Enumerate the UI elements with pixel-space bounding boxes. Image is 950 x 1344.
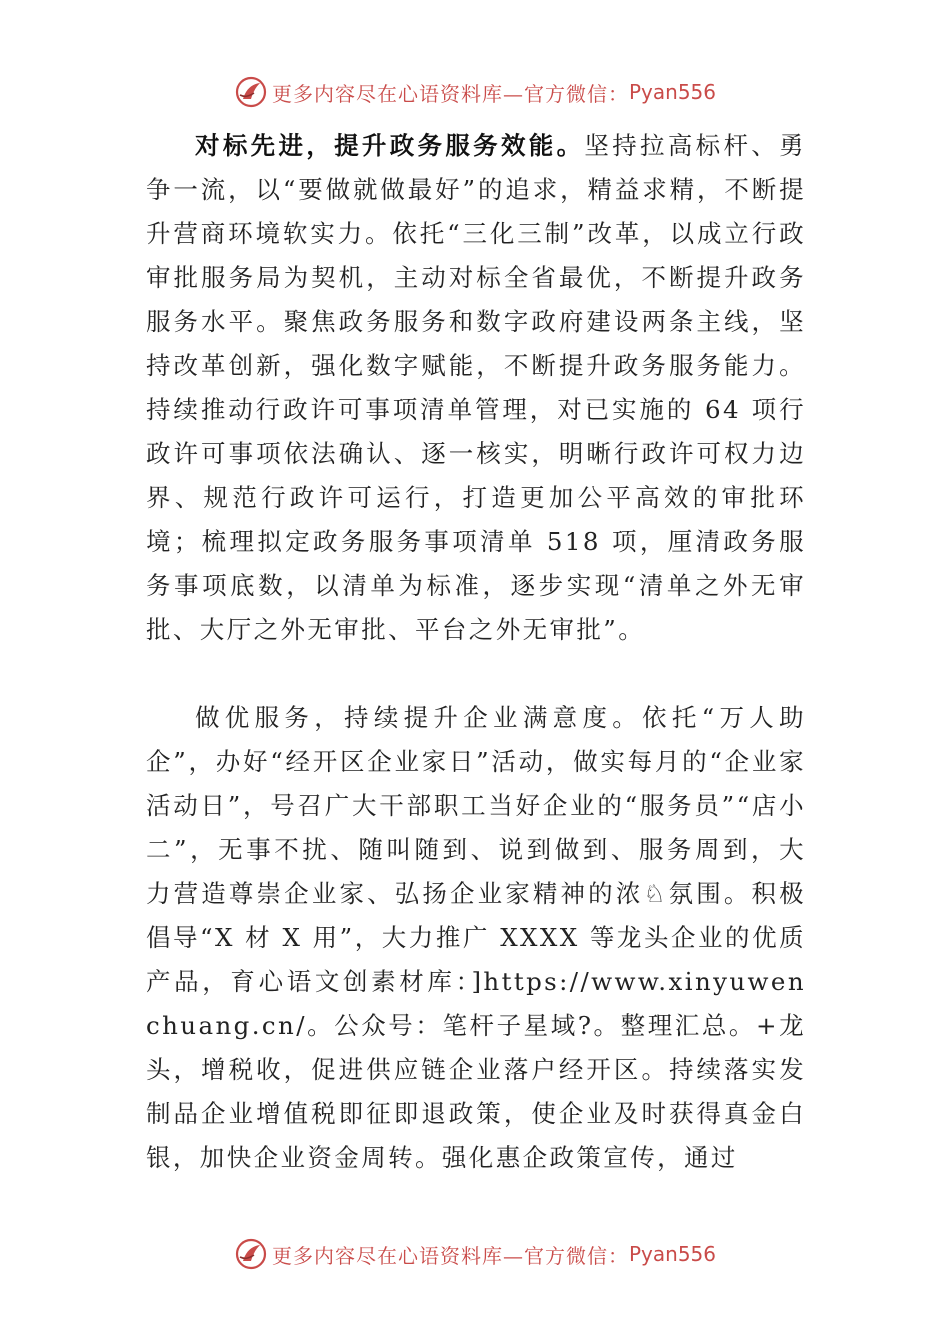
logo-icon [234,1237,268,1271]
paragraph-2-body: 做优服务，持续提升企业满意度。依托“万人助企”，办好“经开区企业家日”活动，做实每月的“企业家活动日”，号召广大干部职工当好企业的“服务员”“店小二”，无事不扰、随叫随到、说到做到、服务周到，大力营造尊崇企业家、弘扬企业家精神的浓♘氛围。积极倡导“X 材 X 用”，大力推广 XXXX 等龙头企业的优质产品，育心语文创素材库：]https://www.xinyuwenchuang.cn/。公众号：笔杆子星域?。整理汇总。+龙头，增税收，促进供应链企业落户经开区。持续落实发制品企业增值税即征即退政策，使企业及时获得真金白银，加快企业资金周转。强化惠企政策宣传，通过 [146,703,806,1172]
paragraph-1-body: 坚持拉高标杆、勇争一流，以“要做就做最好”的追求，精益求精，不断提升营商环境软实力。依托“三化三制”改革，以成立行政审批服务局为契机，主动对标全省最优，不断提升政务服务水平。聚焦政务服务和数字政府建设两条主线，坚持改革创新，强化数字赋能，不断提升政务服务能力。持续推动行政许可事项清单管理，对已实施的 64 项行政许可事项依法确认、逐一核实，明晰行政许可权力边界、规范行政许可运行，打造更加公平高效的审批环境；梳理拟定政务服务事项清单 518 项，厘清政务服务事项底数，以清单为标准，逐步实现“清单之外无审批、大厅之外无审批、平台之外无审批”。 [146,131,806,644]
paragraph-1-lead: 对标先进，提升政务服务效能。 [195,131,585,160]
header-watermark [0,70,950,114]
paragraph-1 [146,124,806,652]
header-watermark-text: 更多内容尽在心语资料库—官方微信： [271,81,629,106]
footer-watermark-text: 更多内容尽在心语资料库—官方微信： [271,1243,629,1268]
header-wechat-id: Pyan556 [628,80,716,104]
document-body [146,124,806,1180]
paragraph-2 [146,696,806,1180]
footer-watermark [0,1232,950,1276]
logo-icon [234,75,268,109]
footer-wechat-id: Pyan556 [628,1242,716,1266]
